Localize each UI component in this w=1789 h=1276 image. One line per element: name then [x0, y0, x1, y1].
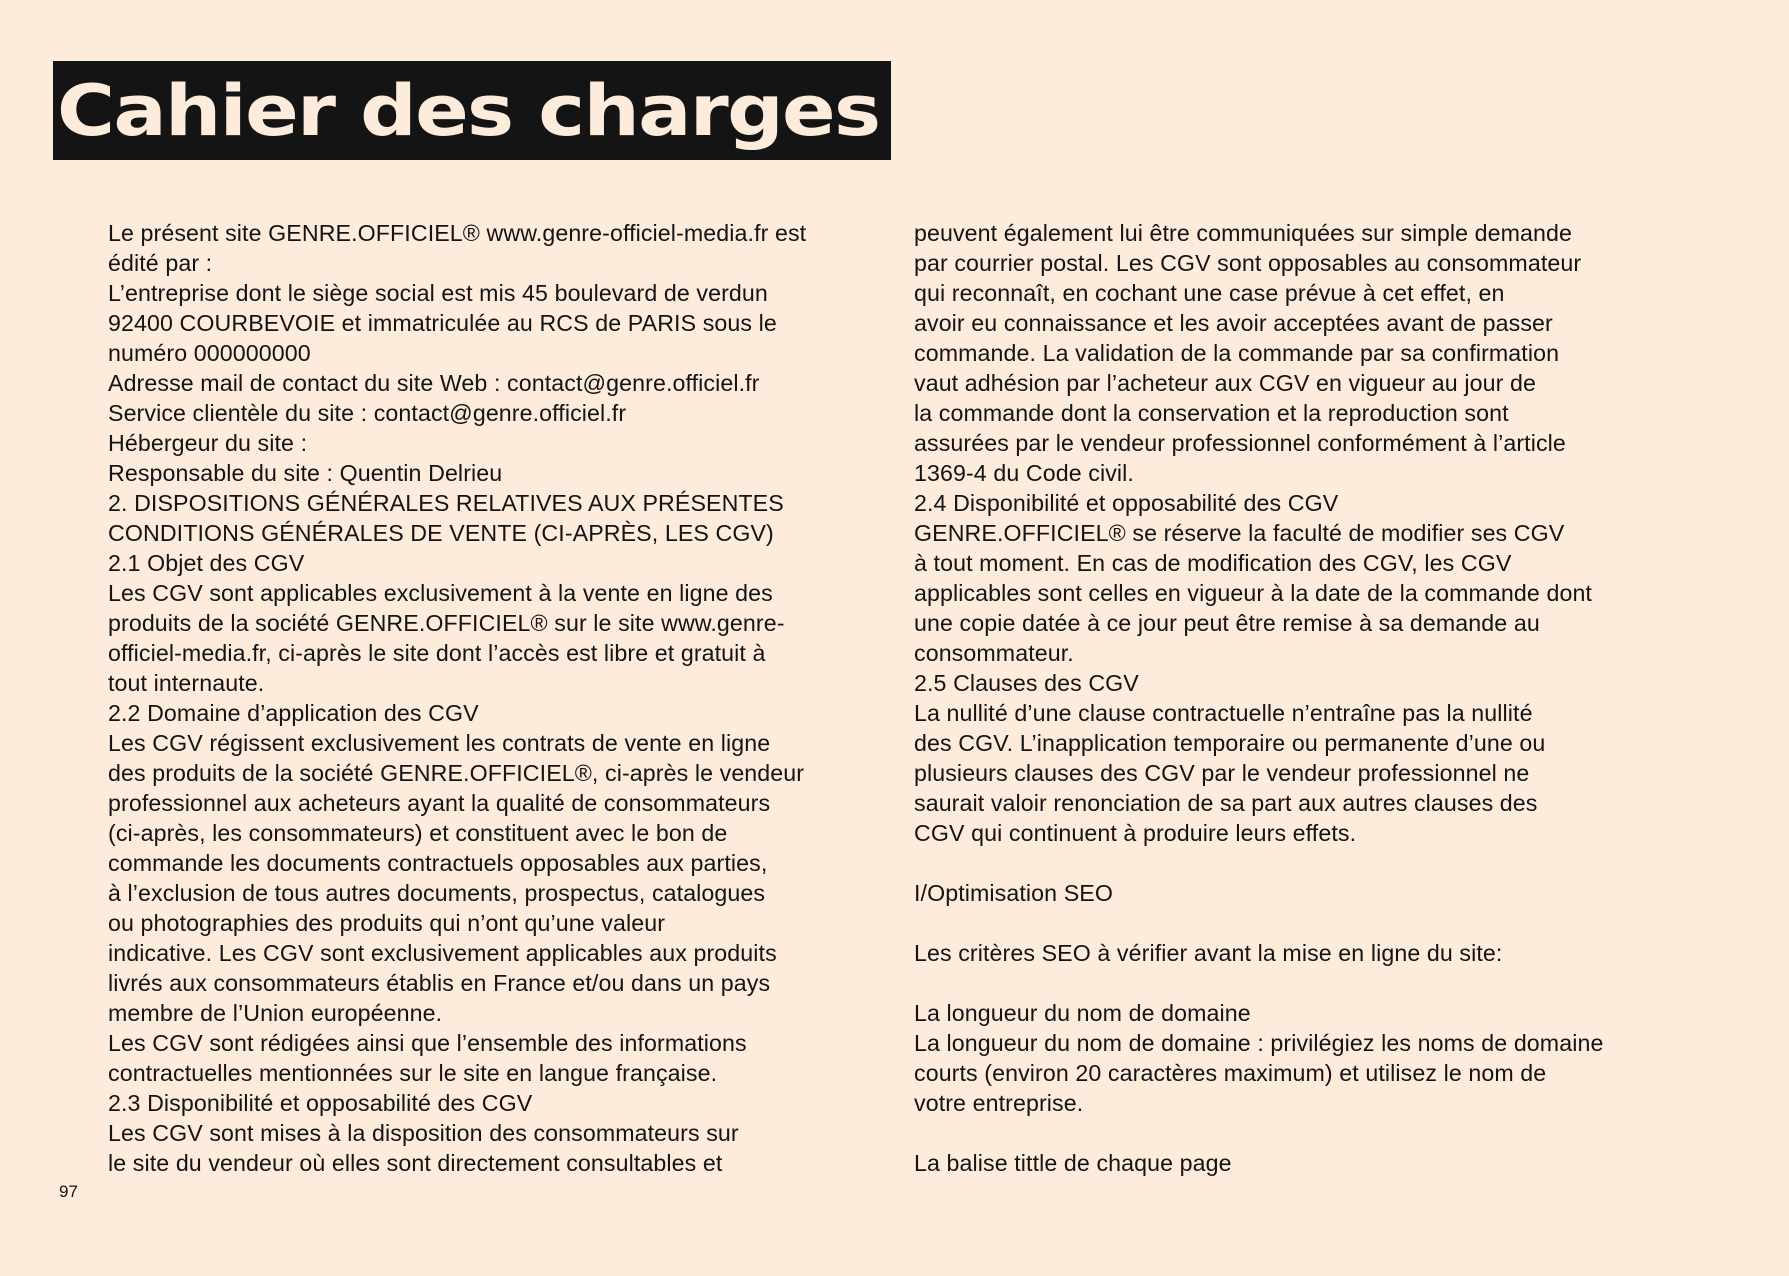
- text-line: consommateur.: [914, 640, 1074, 666]
- text-line: Adresse mail de contact du site Web : contact@genre.officiel.fr: [108, 370, 760, 396]
- text-line: CGV qui continuent à produire leurs effets.: [914, 820, 1357, 846]
- text-line: Les CGV sont mises à la disposition des consommateurs sur: [108, 1120, 739, 1146]
- text-line: CONDITIONS GÉNÉRALES DE VENTE (CI-APRÈS, LES CGV): [108, 520, 774, 546]
- text-line: La longueur du nom de domaine: [914, 1000, 1251, 1026]
- text-line: membre de l’Union européenne.: [108, 1000, 443, 1026]
- text-line: applicables sont celles en vigueur à la date de la commande dont: [914, 580, 1592, 606]
- text-line: édité par :: [108, 250, 213, 276]
- text-line: La longueur du nom de domaine : privilégiez les noms de domaine: [914, 1030, 1604, 1056]
- text-line: des produits de la société GENRE.OFFICIEL®, ci-après le vendeur: [108, 760, 805, 786]
- text-line: une copie datée à ce jour peut être remise à sa demande au: [914, 610, 1540, 636]
- text-line: plusieurs clauses des CGV par le vendeur professionnel ne: [914, 760, 1530, 786]
- text-line: La nullité d’une clause contractuelle n’entraîne pas la nullité: [914, 700, 1533, 726]
- text-line: contractuelles mentionnées sur le site en langue française.: [108, 1060, 718, 1086]
- text-line: commande. La validation de la commande par sa confirmation: [914, 340, 1560, 366]
- text-line: professionnel aux acheteurs ayant la qualité de consommateurs: [108, 790, 771, 816]
- text-line: L’entreprise dont le siège social est mis 45 boulevard de verdun: [108, 280, 768, 306]
- text-line: 2.2 Domaine d’application des CGV: [108, 700, 479, 726]
- text-line: à l’exclusion de tous autres documents, prospectus, catalogues: [108, 880, 766, 906]
- text-line: Service clientèle du site : contact@genre.officiel.fr: [108, 400, 627, 426]
- text-line: La balise tittle de chaque page: [914, 1150, 1232, 1176]
- text-line: 2. DISPOSITIONS GÉNÉRALES RELATIVES AUX PRÉSENTES: [108, 490, 784, 516]
- title-banner: [53, 61, 891, 160]
- text-line: (ci-après, les consommateurs) et constituent avec le bon de: [108, 820, 728, 846]
- right-text-column: [914, 218, 1714, 1178]
- text-line: à tout moment. En cas de modification des CGV, les CGV: [914, 550, 1512, 576]
- text-line: 2.3 Disponibilité et opposabilité des CGV: [108, 1090, 533, 1116]
- text-line: votre entreprise.: [914, 1090, 1084, 1116]
- text-line: le site du vendeur où elles sont directement consultables et: [108, 1150, 723, 1176]
- text-line: I/Optimisation SEO: [914, 880, 1113, 906]
- text-line: des CGV. L’inapplication temporaire ou permanente d’une ou: [914, 730, 1546, 756]
- text-line: numéro 000000000: [108, 340, 311, 366]
- text-line: saurait valoir renonciation de sa part aux autres clauses des: [914, 790, 1538, 816]
- text-line: avoir eu connaissance et les avoir acceptées avant de passer: [914, 310, 1553, 336]
- text-line: la commande dont la conservation et la reproduction sont: [914, 400, 1509, 426]
- text-line: 1369-4 du Code civil.: [914, 460, 1134, 486]
- text-line: 2.1 Objet des CGV: [108, 550, 305, 576]
- text-line: [914, 968, 1714, 998]
- text-line: tout internaute.: [108, 670, 265, 696]
- text-line: 92400 COURBEVOIE et immatriculée au RCS de PARIS sous le: [108, 310, 777, 336]
- text-line: commande les documents contractuels opposables aux parties,: [108, 850, 768, 876]
- text-line: 2.5 Clauses des CGV: [914, 670, 1139, 696]
- page-number: 97: [59, 1182, 78, 1201]
- text-line: indicative. Les CGV sont exclusivement applicables aux produits: [108, 940, 777, 966]
- text-line: ou photographies des produits qui n’ont qu’une valeur: [108, 910, 666, 936]
- text-line: qui reconnaît, en cochant une case prévue à cet effet, en: [914, 280, 1505, 306]
- page-title: Cahier des charges: [57, 69, 880, 152]
- text-line: vaut adhésion par l’acheteur aux CGV en vigueur au jour de: [914, 370, 1536, 396]
- text-line: Hébergeur du site :: [108, 430, 308, 456]
- text-line: 2.4 Disponibilité et opposabilité des CGV: [914, 490, 1339, 516]
- text-line: Les CGV sont rédigées ainsi que l’ensemble des informations: [108, 1030, 747, 1056]
- text-line: par courrier postal. Les CGV sont opposables au consommateur: [914, 250, 1582, 276]
- text-line: Les CGV sont applicables exclusivement à la vente en ligne des: [108, 580, 773, 606]
- text-line: [914, 908, 1714, 938]
- text-line: courts (environ 20 caractères maximum) et utilisez le nom de: [914, 1060, 1547, 1086]
- text-line: GENRE.OFFICIEL® se réserve la faculté de modifier ses CGV: [914, 520, 1565, 546]
- text-line: [914, 848, 1714, 878]
- text-line: peuvent également lui être communiquées sur simple demande: [914, 220, 1572, 246]
- text-line: livrés aux consommateurs établis en France et/ou dans un pays: [108, 970, 771, 996]
- text-line: Responsable du site : Quentin Delrieu: [108, 460, 503, 486]
- text-line: Le présent site GENRE.OFFICIEL® www.genre-officiel-media.fr est: [108, 220, 807, 246]
- text-line: assurées par le vendeur professionnel conformément à l’article: [914, 430, 1566, 456]
- text-line: [914, 1118, 1714, 1148]
- text-line: Les critères SEO à vérifier avant la mise en ligne du site:: [914, 940, 1503, 966]
- text-line: Les CGV régissent exclusivement les contrats de vente en ligne: [108, 730, 771, 756]
- text-line: produits de la société GENRE.OFFICIEL® sur le site www.genre-: [108, 610, 785, 636]
- left-text-column: [108, 218, 908, 1178]
- text-line: officiel-media.fr, ci-après le site dont l’accès est libre et gratuit à: [108, 640, 766, 666]
